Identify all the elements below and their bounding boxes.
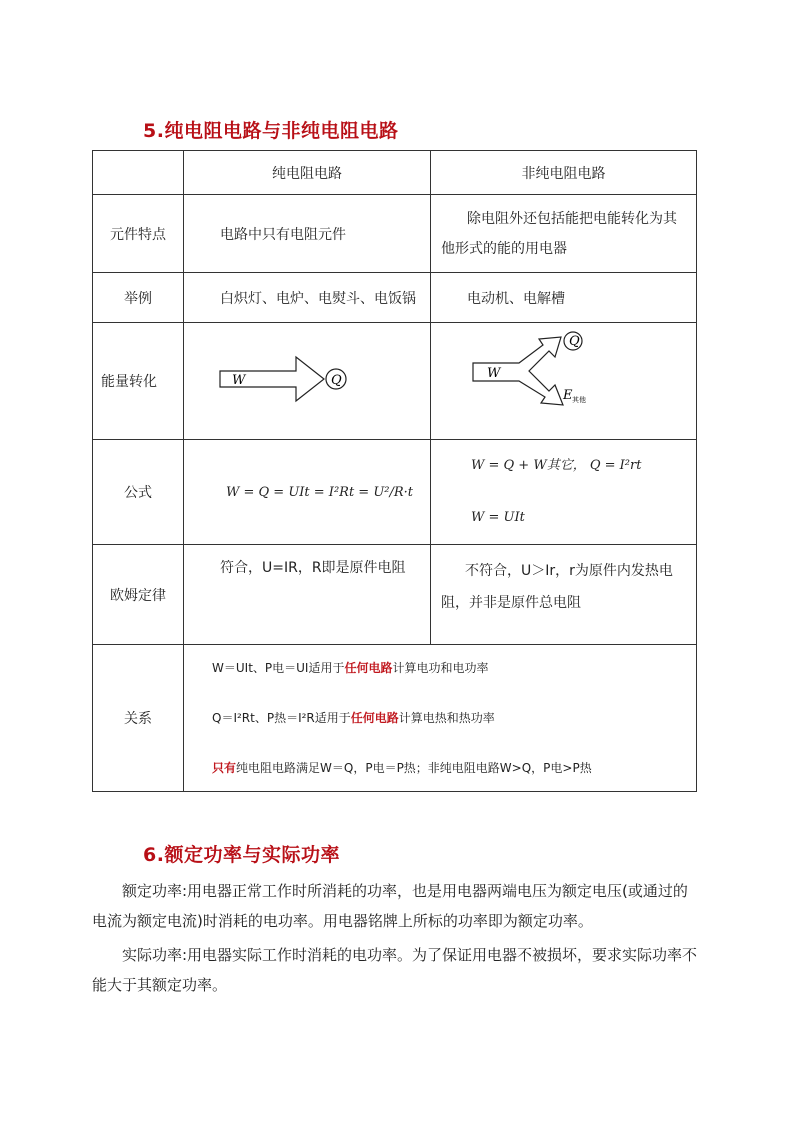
relation-line-2 [212, 705, 696, 731]
table-header-row [93, 151, 697, 195]
cell-nonpure: 不符合，U＞Ir，r为原件内发热电阻，并非是原件总电阻 [431, 545, 697, 645]
header-nonpure: 非纯电阻电路 [431, 151, 697, 195]
formula-nonpure-line1: W = Q + W其它， Q = I²rt [471, 458, 642, 473]
cell-nonpure-diagram [431, 323, 697, 440]
section-5-title: 5.纯电阻电路与非纯电阻电路 [143, 120, 399, 142]
row-label: 公式 [93, 440, 184, 545]
row-label: 欧姆定律 [93, 545, 184, 645]
energy-q-label: Q [331, 373, 342, 388]
energy-diagram-pure [184, 323, 430, 435]
relation-highlight: 任何电路 [344, 661, 393, 675]
cell-pure: 电路中只有电阻元件 [184, 195, 431, 273]
row-label: 关系 [93, 645, 184, 792]
relation-line-3 [212, 755, 696, 781]
cell-pure: 白炽灯、电炉、电熨斗、电饭锅 [184, 273, 431, 323]
row-label: 举例 [93, 273, 184, 323]
header-empty [93, 151, 184, 195]
formula-nonpure-line2: W = UIt [471, 510, 525, 525]
energy-w-label: W [232, 373, 246, 388]
energy-e-label: E [563, 388, 573, 403]
relation-cell [184, 645, 697, 792]
header-pure: 纯电阻电路 [184, 151, 431, 195]
table-row [93, 545, 697, 645]
relation-line-1 [212, 655, 696, 681]
row-label: 元件特点 [93, 195, 184, 273]
relation-highlight: 只有 [212, 761, 237, 775]
energy-e-subscript: 其他 [572, 396, 586, 404]
relation-text: 纯电阻电路满足W＝Q，P电＝P热；非纯电阻电路W>Q，P电>P热 [236, 761, 592, 775]
energy-q-label: Q [569, 334, 580, 349]
energy-w-label: W [487, 366, 501, 381]
relation-text: W＝UIt、P电＝UI适用于 [212, 661, 345, 675]
table-row [93, 195, 697, 273]
formula-pure: W = Q = UIt = I²Rt = U²/R·t [184, 440, 431, 545]
table-row [93, 440, 697, 545]
cell-pure-diagram [184, 323, 431, 440]
section-6-title: 6.额定功率与实际功率 [143, 844, 340, 866]
relation-text: Q＝I²Rt、P热＝I²R适用于 [212, 711, 351, 725]
relation-text: 计算电功和电功率 [392, 661, 489, 675]
formula-nonpure [431, 440, 697, 545]
relation-highlight: 任何电路 [350, 711, 399, 725]
energy-diagram-nonpure [431, 323, 696, 435]
cell-nonpure: 电动机、电解槽 [431, 273, 697, 323]
table-row [93, 273, 697, 323]
table-row [93, 323, 697, 440]
row-label: 能量转化 [93, 323, 184, 440]
paragraph-actual-power: 实际功率:用电器实际工作时消耗的电功率。为了保证用电器不被损坏，要求实际功率不能大于其额定功率。 [92, 946, 698, 994]
comparison-table [92, 150, 697, 792]
cell-pure: 符合，U=IR，R即是原件电阻 [184, 545, 431, 645]
table-row [93, 645, 697, 792]
cell-nonpure: 除电阻外还包括能把电能转化为其他形式的能的用电器 [431, 195, 697, 273]
paragraph-rated-power: 额定功率:用电器正常工作时所消耗的功率，也是用电器两端电压为额定电压(或通过的电流为额定电流)时消耗的电功率。用电器铭牌上所标的功率即为额定功率。 [92, 882, 688, 930]
relation-text: 计算电热和热功率 [398, 711, 495, 725]
